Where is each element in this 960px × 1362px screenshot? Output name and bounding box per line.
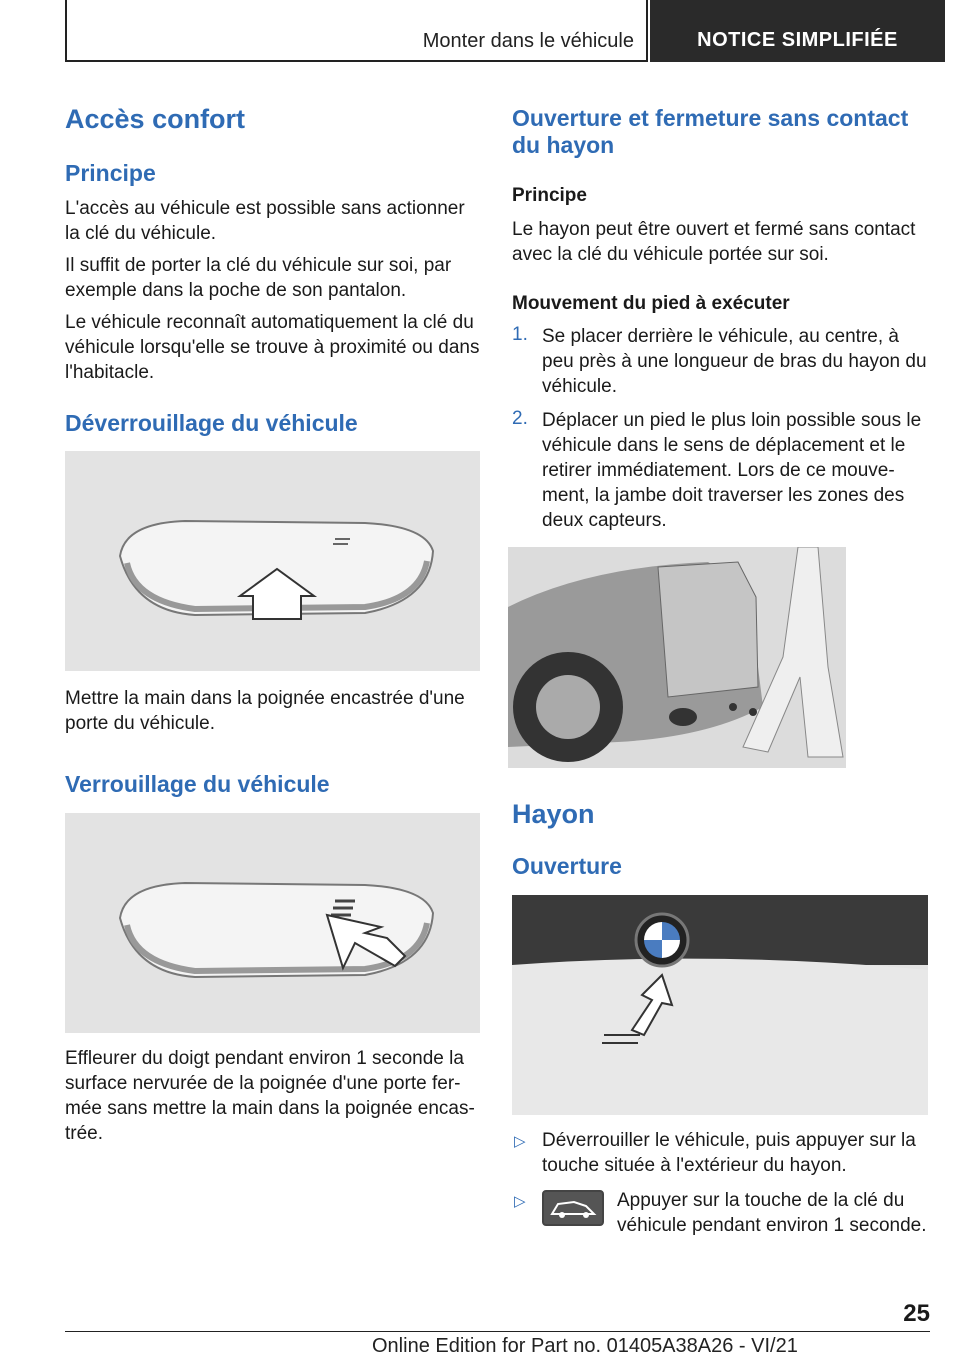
page-number: 25 [903, 1300, 930, 1327]
door-handle-lock-illustration [65, 813, 480, 1033]
verrouillage-title: Verrouillage du véhicule [65, 771, 330, 797]
principe-subtitle: Principe [512, 185, 587, 206]
accès-confort-title: Accès confort [65, 104, 246, 134]
ouverture-title: Ouverture [512, 853, 622, 879]
step-number: 2. [512, 408, 528, 429]
foot-movement-illustration [508, 547, 846, 768]
footer-edition: Online Edition for Part no. 01405A38A26 - VI/21 [372, 1335, 798, 1357]
tailgate-opening-illustration [512, 895, 928, 1115]
deverrouillage-caption: Mettre la main dans la poignée encastrée d'une porte du véhicule. [65, 688, 465, 734]
bullet-text: Appuyer sur la touche de la clé du véhicule pendant environ 1 seconde. [617, 1190, 927, 1236]
car-tailgate-icon [544, 1192, 602, 1224]
hayon-title: Hayon [512, 799, 595, 829]
verrouillage-caption: Effleurer du doigt pendant environ 1 seconde la surface nervurée de la poignée d'une porte fermée sans mettre la main dans la poignée encastrée. [65, 1048, 475, 1144]
principe-text-2: Il suffit de porter la clé du véhicule sur soi, par exemple dans la poche de son pantalon. [65, 255, 452, 301]
door-handle-lock-figure [65, 813, 480, 1033]
principe-title: Principe [65, 160, 156, 186]
tailgate-opening-figure [512, 895, 928, 1115]
door-handle-unlock-figure [65, 451, 480, 671]
footer-divider [65, 1331, 930, 1332]
step-text: Se placer derrière le véhicule, au centre, à peu près à une longueur de bras du hayon du véhicule. [542, 326, 927, 397]
bullet-triangle-icon: ▷ [514, 1133, 526, 1150]
header-frame [65, 0, 648, 62]
bullet-triangle-icon: ▷ [514, 1193, 526, 1210]
step-number: 1. [512, 324, 528, 345]
bullet-text: Déverrouiller le véhicule, puis appuyer sur la touche située à l'extérieur du hayon. [542, 1130, 916, 1176]
hayon-sans-contact-title: Ouverture et fermeture sans contact du hayon [512, 105, 909, 158]
mouvement-title: Mouvement du pied à exécuter [512, 293, 790, 314]
door-handle-unlock-illustration [65, 451, 480, 671]
step-text: Déplacer un pied le plus loin possible sous le véhicule dans le sens de déplacement et le retirer immédiatement. Lors de ce mouvement, la jambe doit traverser les zones des deux capteurs. [542, 410, 922, 531]
deverrouillage-title: Déverrouillage du véhicule [65, 410, 358, 436]
tailgate-key-button-icon [542, 1190, 604, 1226]
header-tag: NOTICE SIMPLIFIÉE [650, 0, 945, 62]
principe-text-1: L'accès au véhicule est possible sans actionner la clé du véhicule. [65, 198, 465, 244]
header-section-title: Monter dans le véhicule [422, 30, 634, 52]
hayon-principe-text: Le hayon peut être ouvert et fermé sans contact avec la clé du véhicule portée sur soi. [512, 219, 916, 265]
principe-text-3: Le véhicule reconnaît automatiquement la clé du véhicule lorsqu'elle se trouve à proximité ou dans l'habitacle. [65, 312, 480, 383]
foot-movement-figure [508, 547, 846, 768]
